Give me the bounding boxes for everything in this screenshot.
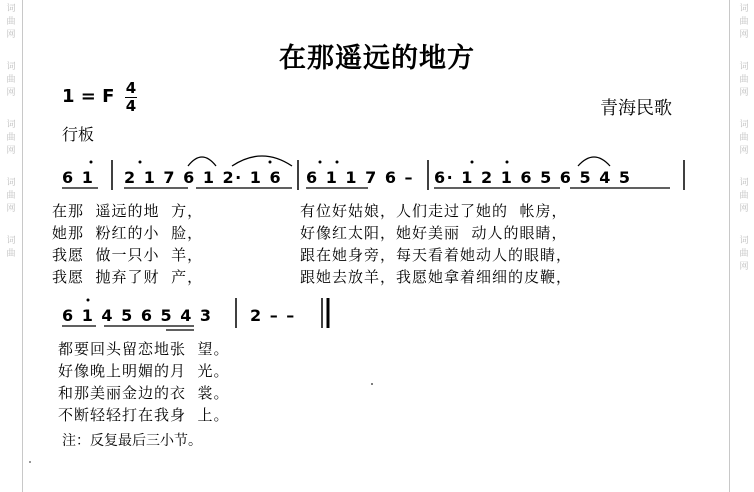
watermark-glyph: 曲 <box>739 191 749 201</box>
footnote: 注：反复最后三小节。 <box>62 433 202 449</box>
watermark-glyph: 网 <box>6 88 16 98</box>
lyric-line1-verse4: 我愿 抛弃了财 产， <box>52 268 204 286</box>
watermark-glyph: 网 <box>739 262 749 272</box>
time-sig-top: 4 <box>125 79 137 97</box>
octave-dot <box>87 299 90 302</box>
notes-line2-measure-1: 6 1 4 5 6 5 4 3 <box>62 306 213 325</box>
lyric-line1-verse2: 她那 粉红的小 脸， <box>52 224 204 242</box>
tempo-marking: 行板 <box>62 125 95 144</box>
lyric-line2-verse4: 不断轻轻打在我身 上。 <box>58 406 230 424</box>
watermark-glyph: 网 <box>739 146 749 156</box>
slur <box>578 157 610 166</box>
slur <box>188 157 216 166</box>
notes-line2-measure-2: 2 – – <box>250 306 296 325</box>
octave-dot <box>471 161 474 164</box>
watermark-glyph: 曲 <box>739 17 749 27</box>
lyric-line1-verse1: 在那 遥远的地 方， <box>52 202 204 220</box>
song-title: 在那遥远的地方 <box>279 43 475 74</box>
notes-measure-1: 2 1 7 6 1 2· 1 6 <box>124 168 283 187</box>
song-source: 青海民歌 <box>600 98 672 119</box>
watermark-glyph: 词 <box>6 4 16 14</box>
octave-dot <box>506 161 509 164</box>
octave-dot <box>269 161 272 164</box>
watermark-glyph: 曲 <box>6 133 16 143</box>
watermark-glyph: 网 <box>6 30 16 40</box>
lyric-line1b-verse2: 好像红太阳，她好美丽 动人的眼睛， <box>300 224 568 242</box>
watermark-glyph: 词 <box>739 62 749 72</box>
watermark-glyph: 曲 <box>6 17 16 27</box>
watermark-glyph: 词 <box>6 120 16 130</box>
lyric-line1b-verse1: 有位好姑娘，人们走过了她的 帐房， <box>300 202 568 220</box>
watermark-glyph: 词 <box>739 4 749 14</box>
notes-pickup: 6 1 <box>62 168 95 187</box>
lyric-line1b-verse3: 跟在她身旁，每天看着她动人的眼睛， <box>300 246 573 264</box>
watermark-glyph: 网 <box>739 204 749 214</box>
watermark-glyph: 曲 <box>6 249 16 259</box>
lyric-line1b-verse4: 跟她去放羊，我愿她拿着细细的皮鞭， <box>300 268 573 286</box>
lyric-line2-verse2: 好像晚上明媚的月 光。 <box>58 362 230 380</box>
key-signature: 1 = F <box>62 86 115 107</box>
watermark-glyph: 网 <box>6 204 16 214</box>
watermark-glyph: 词 <box>739 120 749 130</box>
watermark-glyph: 曲 <box>6 191 16 201</box>
notes-measure-3: 6· 1 2 1 6 5 6 5 4 5 <box>434 168 632 187</box>
slur <box>232 156 292 166</box>
octave-dot <box>90 161 93 164</box>
watermark-glyph: 曲 <box>6 75 16 85</box>
octave-dot <box>319 161 322 164</box>
lyric-line2-verse3: 和那美丽金边的衣 裳。 <box>58 384 230 402</box>
watermark-glyph: 词 <box>6 236 16 246</box>
watermark-glyph: 网 <box>739 88 749 98</box>
watermark-glyph: 网 <box>739 30 749 40</box>
watermark-glyph: 词 <box>739 178 749 188</box>
watermark-glyph: 曲 <box>739 133 749 143</box>
watermark-glyph: 词 <box>6 178 16 188</box>
watermark-glyph: 词 <box>6 62 16 72</box>
time-sig-bottom: 4 <box>125 97 137 115</box>
octave-dot <box>139 161 142 164</box>
right-watermark <box>730 0 754 492</box>
left-watermark <box>0 0 22 492</box>
octave-dot <box>336 161 339 164</box>
watermark-glyph: 曲 <box>739 75 749 85</box>
watermark-glyph: 曲 <box>739 249 749 259</box>
lyric-line1-verse3: 我愿 做一只小 羊， <box>52 246 204 264</box>
watermark-glyph: 词 <box>739 236 749 246</box>
watermark-glyph: 网 <box>6 146 16 156</box>
lyric-line2-verse1: 都要回头留恋地张 望。 <box>58 340 230 358</box>
notes-measure-2: 6 1 1 7 6 – <box>306 168 415 187</box>
